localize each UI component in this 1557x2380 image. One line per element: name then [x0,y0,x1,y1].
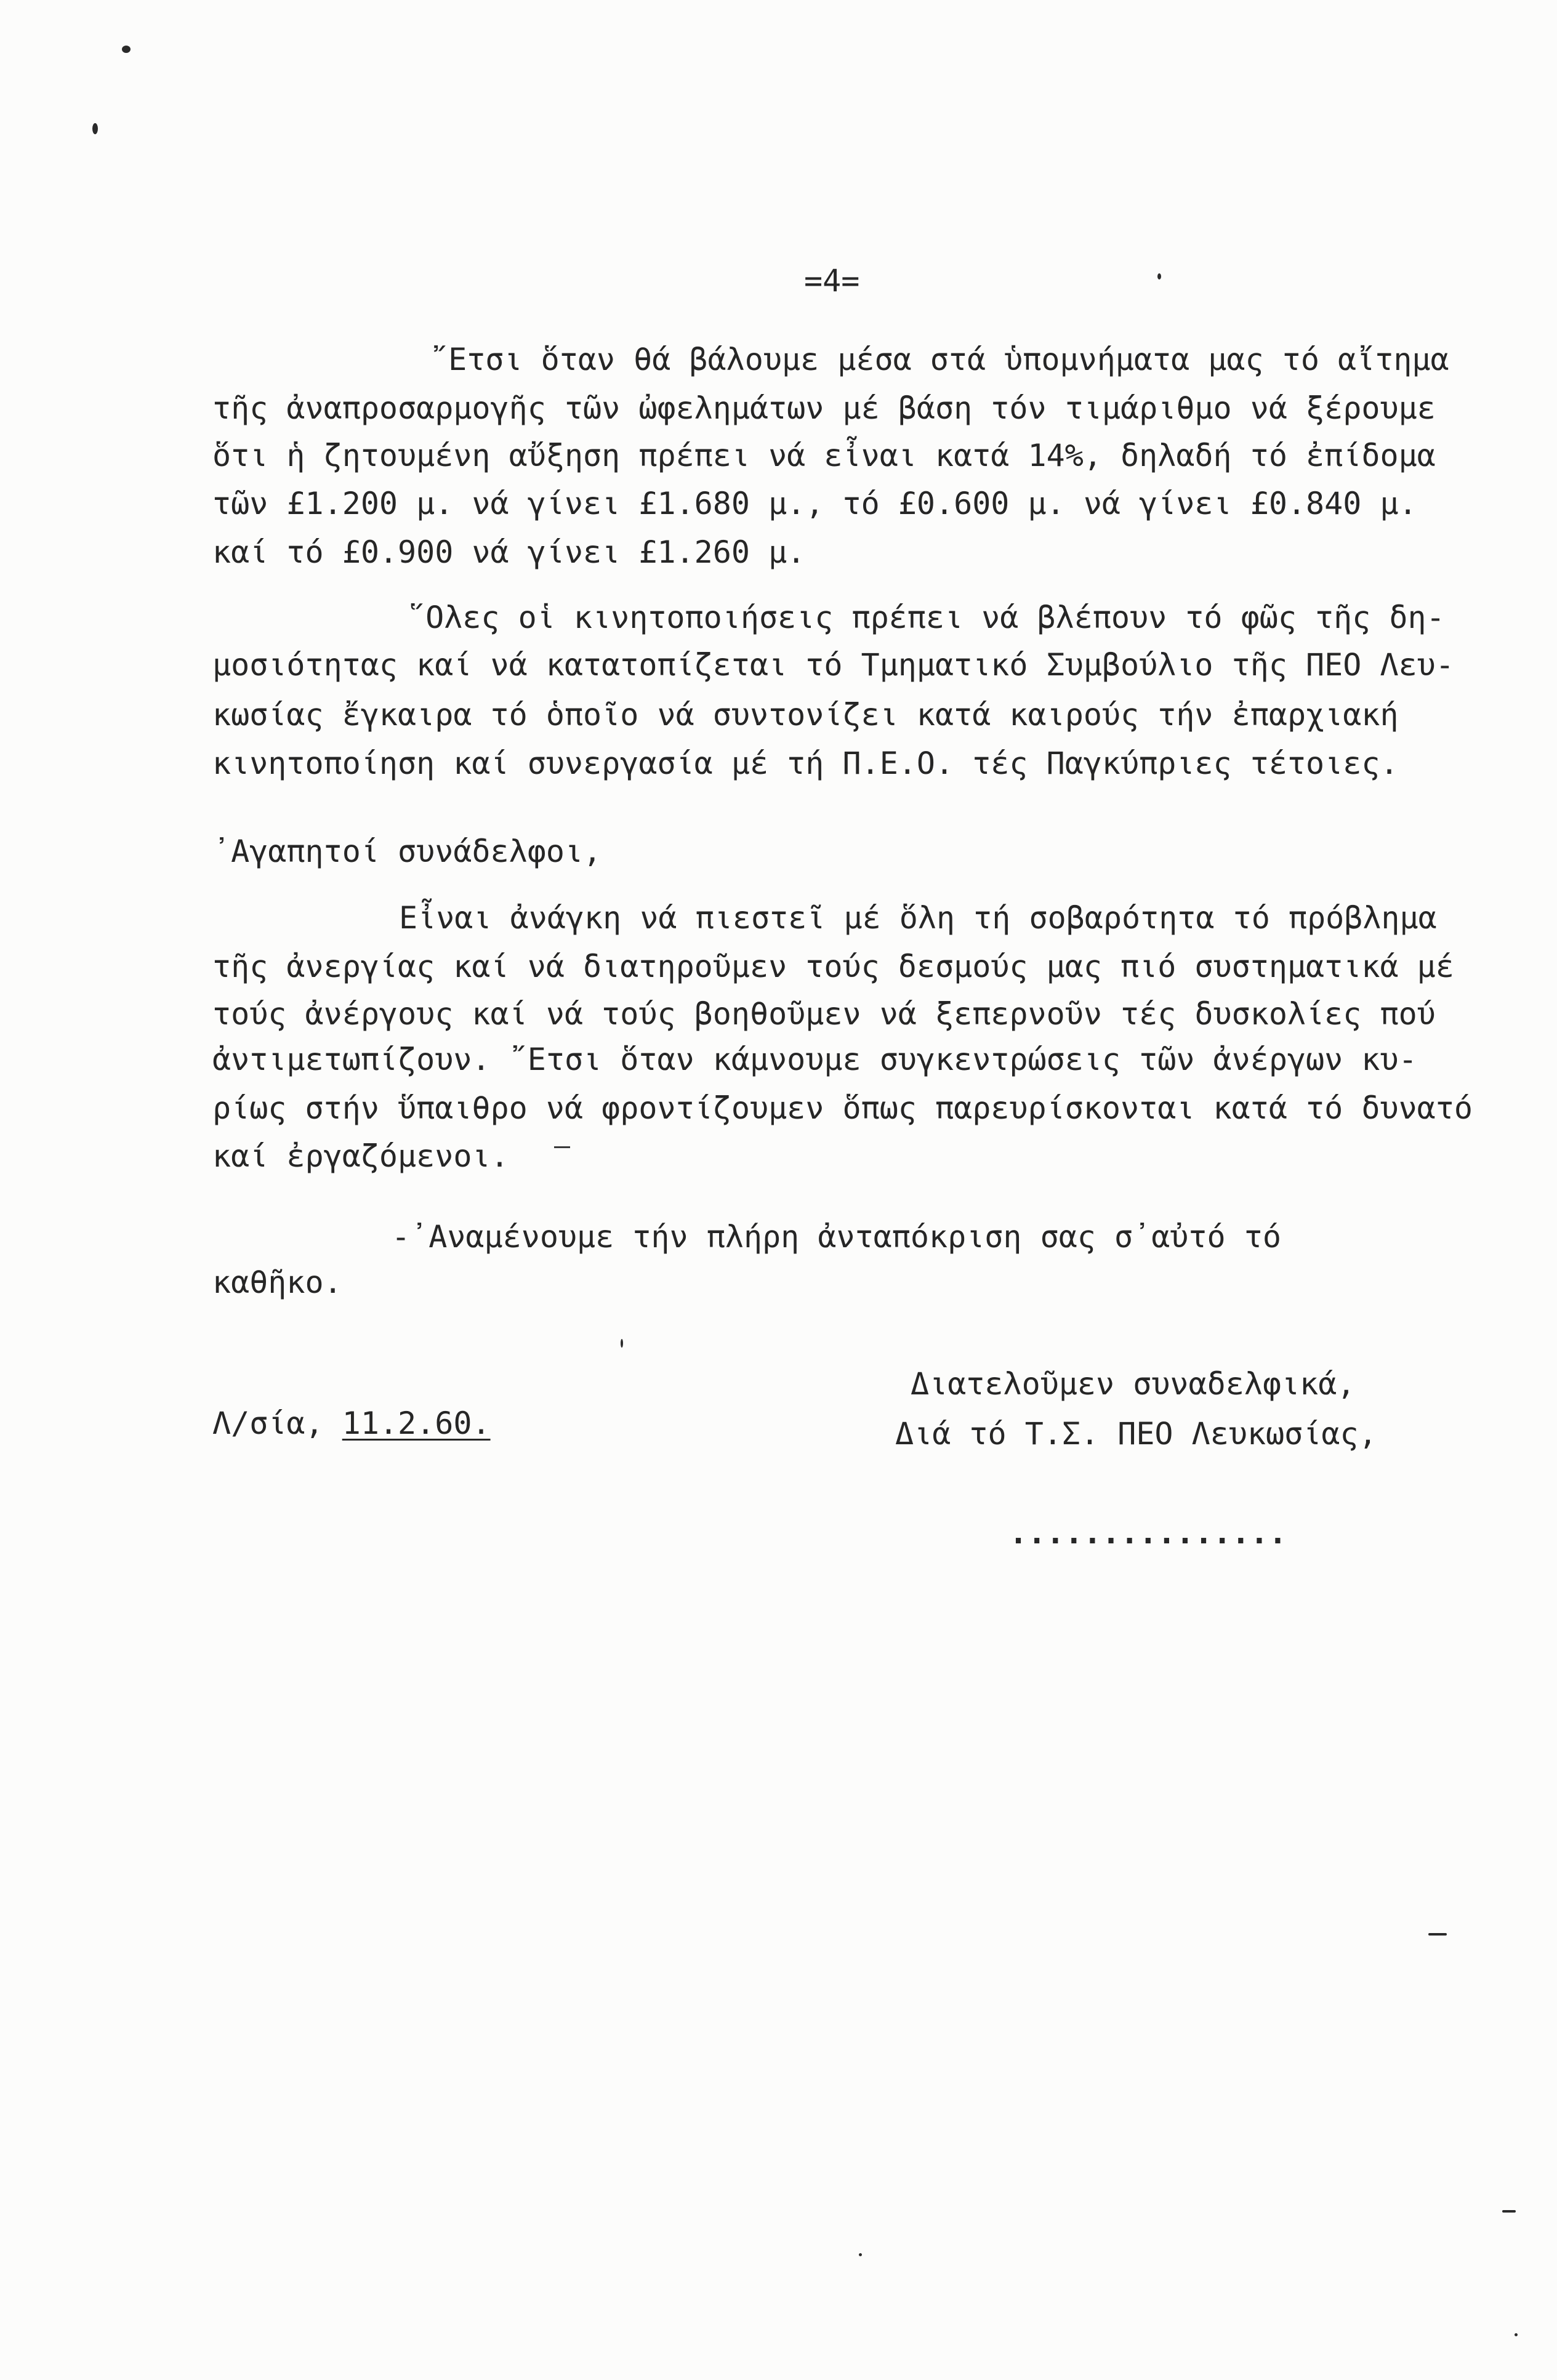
scan-speck [859,2253,862,2256]
closing-line-2: Διά τό Τ.Σ. ΠΕΟ Λευκωσίας, [895,1416,1377,1452]
scan-speck [1157,273,1161,279]
paragraph-line: τῶν £1.200 μ. νά γίνει £1.680 μ., τό £0.600 μ. νά γίνει £0.840 μ. [212,486,1417,521]
scan-speck [122,46,131,53]
paragraph-line: καί ἐργαζόμενοι. [212,1138,509,1174]
place-date-line [212,1405,491,1442]
closing-line-1: Διατελοῦμεν συναδελφικά, [911,1366,1356,1402]
scan-speck [1428,1933,1447,1936]
paragraph-line: ῎Ετσι ὅταν θά βάλουμε μέσα στά ὑπομνήματα μας τό αἴτημα [430,342,1449,377]
paragraph-line: ρίως στήν ὕπαιθρο νά φροντίζουμεν ὅπως παρευρίσκονται κατά τό δυνατό [212,1090,1473,1126]
signature-dots: ............... [1009,1515,1287,1551]
paragraph-line: τούς ἀνέργους καί νά τούς βοηθοῦμεν νά ξεπερνοῦν τές δυσκολίες πού [212,996,1436,1032]
stray-dash-mark [554,1146,570,1148]
scan-speck [621,1339,623,1348]
date: 11.2.60. [342,1405,491,1441]
scan-speck [1515,2333,1518,2336]
scan-speck [92,123,98,134]
paragraph-line: κωσίας ἔγκαιρα τό ὁποῖο νά συντονίζει κατά καιρούς τήν ἐπαρχιακή [212,697,1399,733]
paragraph-line: ὅτι ἡ ζητουμένη αὔξηση πρέπει νά εἶναι κατά 14%, δηλαδή τό ἐπίδομα [212,438,1436,473]
paragraph-line: κινητοποίηση καί συνεργασία μέ τή Π.Ε.Ο. τές Παγκύπριες τέτοιες. [212,746,1399,781]
paragraph-line: -᾽Αναμένουμε τήν πλήρη ἀνταπόκριση σας σ᾽αὐτό τό [392,1219,1281,1255]
scan-speck [1502,2210,1516,2213]
place: Λ/σία, [212,1405,324,1441]
page-number: =4= [804,263,860,299]
paragraph-line: τῆς ἀνεργίας καί νά διατηροῦμεν τούς δεσμούς μας πιό συστηματικά μέ [212,949,1454,984]
paragraph-line: καθῆκο. [212,1264,342,1300]
paragraph-line: Εἶναι ἀνάγκη νά πιεστεῖ μέ ὅλη τή σοβαρότητα τό πρόβλημα [399,900,1437,936]
paragraph-line: ῞Ολες οἱ κινητοποιήσεις πρέπει νά βλέπουν τό φῶς τῆς δη- [407,600,1445,635]
paragraph-line: ἀντιμετωπίζουν. ῎Ετσι ὅταν κάμνουμε συγκεντρώσεις τῶν ἀνέργων κυ- [212,1042,1417,1077]
paragraph-line: καί τό £0.900 νά γίνει £1.260 μ. [212,534,806,570]
salutation: ᾽Αγαπητοί συνάδελφοι, [212,834,602,869]
paragraph-line: μοσιότητας καί νά κατατοπίζεται τό Τμηματικό Συμβούλιο τῆς ΠΕΟ Λευ- [212,647,1454,683]
paragraph-line: τῆς ἀναπροσαρμογῆς τῶν ὠφελημάτων μέ βάση τόν τιμάριθμο νά ξέρουμε [212,390,1436,426]
